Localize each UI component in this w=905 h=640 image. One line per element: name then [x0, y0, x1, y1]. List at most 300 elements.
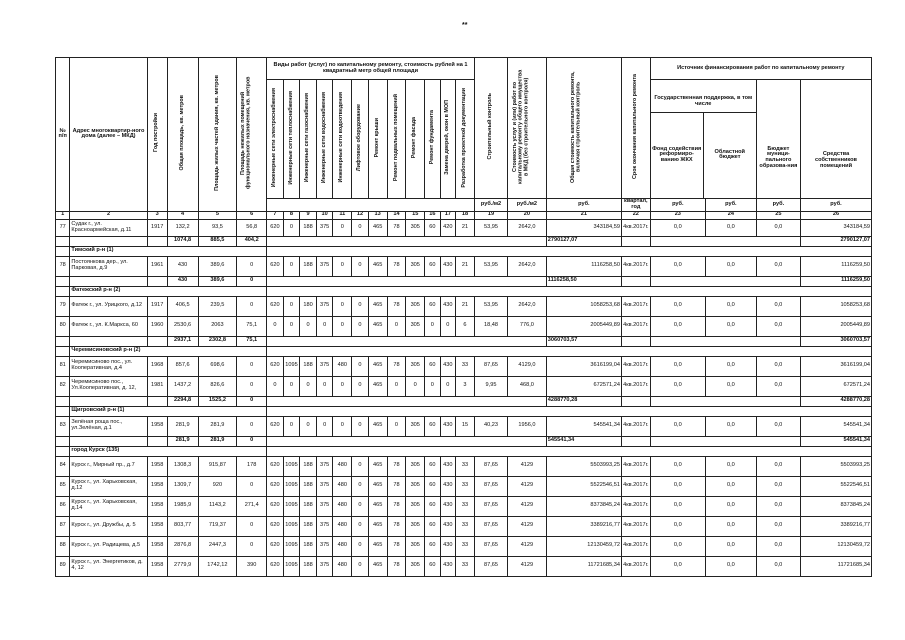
- row-work-cost: 375: [316, 516, 333, 536]
- row-total-area: 1308,3: [167, 456, 198, 476]
- row-number: 81: [56, 356, 70, 376]
- row-work-cost: 0: [300, 316, 317, 336]
- header-work-11: Замена дверей, окон в МОП: [443, 100, 450, 175]
- row-work-cost: 0: [333, 256, 352, 276]
- row-nonres-area: 75,1: [237, 316, 267, 336]
- row-living-area: 719,37: [198, 516, 237, 536]
- row-cost-per-m2: 2642,0: [508, 296, 547, 316]
- row-work-cost: 620: [267, 536, 284, 556]
- row-work-cost: 465: [368, 456, 387, 476]
- subtotal-row: [56, 396, 872, 406]
- subtotal-row: [56, 336, 872, 346]
- table-row: [56, 516, 872, 536]
- row-total-area: 1309,7: [167, 476, 198, 496]
- row-work-cost: 53,95: [474, 219, 507, 236]
- row-deadline: 4кв.2017г.: [621, 356, 650, 376]
- subtotal-total-area: 2937,1: [167, 336, 198, 346]
- row-work-cost: 0: [352, 256, 369, 276]
- row-work-cost: 60: [425, 456, 440, 476]
- row-total-area: 2530,6: [167, 316, 198, 336]
- subtotal-blank: [621, 396, 650, 406]
- row-year: 1958: [147, 476, 167, 496]
- row-cost-per-m2: 4129,0: [508, 356, 547, 376]
- row-src-owners: 343184,59: [801, 219, 872, 236]
- table-row: [56, 456, 872, 476]
- row-work-cost: 305: [406, 296, 425, 316]
- row-address: Фатеж г., ул. К.Маркса, 60: [70, 316, 147, 336]
- subtotal-total-cost: 4288770,28: [546, 396, 621, 406]
- row-total-cost: 1058253,68: [546, 296, 621, 316]
- subtotal-src-owners: 3060703,57: [801, 336, 872, 346]
- subtotal-blank: [650, 236, 800, 246]
- row-work-cost: 1095: [283, 356, 300, 376]
- row-work-cost: 21: [456, 256, 475, 276]
- row-src-region: 0,0: [705, 219, 756, 236]
- subtotal-blank: [650, 336, 800, 346]
- subtotal-nonres-area: 404,2: [237, 236, 267, 246]
- row-work-cost: 0: [316, 376, 333, 396]
- row-work-cost: 305: [406, 219, 425, 236]
- row-total-cost: 343184,59: [546, 219, 621, 236]
- region-blank: [56, 446, 70, 456]
- row-work-cost: 78: [387, 476, 406, 496]
- row-deadline: 4кв.2017г.: [621, 219, 650, 236]
- row-work-cost: 0: [283, 316, 300, 336]
- row-work-cost: 430: [440, 476, 455, 496]
- row-work-cost: 188: [300, 516, 317, 536]
- row-work-cost: 33: [456, 516, 475, 536]
- subtotal-nonres-area: 75,1: [237, 336, 267, 346]
- row-src-municipal: 0,0: [756, 456, 800, 476]
- row-work-cost: 0: [333, 316, 352, 336]
- row-work-cost: 430: [440, 516, 455, 536]
- row-src-municipal: 0,0: [756, 536, 800, 556]
- row-address: Курск г., ул. Харьковская, д.12: [70, 476, 147, 496]
- subtotal-blank: [621, 236, 650, 246]
- row-work-cost: 465: [368, 356, 387, 376]
- row-src-fund: 0,0: [650, 316, 705, 336]
- region-label: Тимский р-н (1): [70, 246, 267, 256]
- row-src-municipal: 0,0: [756, 356, 800, 376]
- row-living-area: 1742,12: [198, 556, 237, 576]
- row-work-cost: 430: [440, 256, 455, 276]
- table-row: [56, 416, 872, 436]
- row-work-cost: 0: [352, 556, 369, 576]
- row-work-cost: 305: [406, 316, 425, 336]
- column-number: 3: [147, 211, 167, 219]
- row-src-municipal: 0,0: [756, 316, 800, 336]
- header-nonres-area: Площадь нежилых помещений функционального назначения, кв. метров: [239, 77, 252, 190]
- row-work-cost: 430: [440, 296, 455, 316]
- subtotal-blank: [70, 396, 147, 406]
- subtotal-total-area: 1074,8: [167, 236, 198, 246]
- row-work-cost: 33: [456, 456, 475, 476]
- row-year: 1958: [147, 416, 167, 436]
- row-src-fund: 0,0: [650, 296, 705, 316]
- row-src-owners: 1058253,68: [801, 296, 872, 316]
- region-row: [56, 346, 872, 356]
- row-src-fund: 0,0: [650, 536, 705, 556]
- row-work-cost: 305: [406, 356, 425, 376]
- row-nonres-area: 0: [237, 256, 267, 276]
- region-row: [56, 246, 872, 256]
- row-living-area: 826,6: [198, 376, 237, 396]
- subtotal-nonres-area: 0: [237, 276, 267, 286]
- column-number: 12: [352, 211, 369, 219]
- row-src-owners: 672571,24: [801, 376, 872, 396]
- row-work-cost: 620: [267, 456, 284, 476]
- row-work-cost: 465: [368, 556, 387, 576]
- row-address: Черемисиново пос., Ул.Кооперативная, д. 12,: [70, 376, 147, 396]
- region-label: Щигровский р-н (1): [70, 406, 267, 416]
- row-work-cost: 620: [267, 296, 284, 316]
- row-cost-per-m2: 1956,0: [508, 416, 547, 436]
- header-total-cost: Общая стоимость капитального ремонта, включая строительный контроль: [569, 70, 582, 183]
- row-src-region: 0,0: [705, 316, 756, 336]
- header-works-title: Виды работ (услуг) по капитальному ремонту, стоимость рублей на 1 квадратный метр общей площади: [267, 58, 475, 80]
- row-deadline: 4кв.2017г.: [621, 536, 650, 556]
- row-total-area: 132,2: [167, 219, 198, 236]
- subtotal-blank: [56, 396, 70, 406]
- row-living-area: 93,5: [198, 219, 237, 236]
- row-src-owners: 8373845,24: [801, 496, 872, 516]
- subtotal-row: [56, 436, 872, 446]
- row-living-area: 239,5: [198, 296, 237, 316]
- row-living-area: 920: [198, 476, 237, 496]
- unit-rub-e: руб.: [801, 199, 872, 212]
- subtotal-living-area: 2302,8: [198, 336, 237, 346]
- subtotal-blank: [70, 236, 147, 246]
- row-number: 82: [56, 376, 70, 396]
- row-work-cost: 60: [425, 556, 440, 576]
- row-year: 1981: [147, 376, 167, 396]
- row-src-fund: 0,0: [650, 456, 705, 476]
- row-work-cost: 33: [456, 356, 475, 376]
- unit-rub-b: руб.: [650, 199, 705, 212]
- row-src-region: 0,0: [705, 496, 756, 516]
- row-address: Курск г., ул. Энергетиков, д. 4, 12: [70, 556, 147, 576]
- table-row: [56, 496, 872, 516]
- row-work-cost: 60: [425, 536, 440, 556]
- column-number: 13: [368, 211, 387, 219]
- subtotal-blank: [147, 436, 167, 446]
- row-deadline: 4кв.2017г.: [621, 256, 650, 276]
- header-work-3: Инженерные сети газоснабжения: [304, 92, 311, 183]
- row-src-fund: 0,0: [650, 516, 705, 536]
- row-src-owners: 3389216,77: [801, 516, 872, 536]
- column-number: 10: [316, 211, 333, 219]
- row-work-cost: 87,65: [474, 556, 507, 576]
- column-number: 26: [801, 211, 872, 219]
- subtotal-total-cost: 1116258,50: [546, 276, 621, 286]
- subtotal-living-area: 281,9: [198, 436, 237, 446]
- row-src-fund: 0,0: [650, 356, 705, 376]
- row-living-area: 389,6: [198, 256, 237, 276]
- row-work-cost: 40,23: [474, 416, 507, 436]
- row-total-area: 1437,2: [167, 376, 198, 396]
- row-work-cost: 0: [333, 416, 352, 436]
- row-work-cost: 0: [333, 376, 352, 396]
- row-nonres-area: 56,8: [237, 219, 267, 236]
- row-work-cost: 60: [425, 356, 440, 376]
- header-state-support-label: Государственная поддержка, в том числе: [651, 80, 756, 113]
- row-total-cost: 1116258,50: [546, 256, 621, 276]
- row-work-cost: 480: [333, 556, 352, 576]
- row-work-cost: 33: [456, 476, 475, 496]
- row-deadline: 4кв.2017г.: [621, 296, 650, 316]
- column-number: 23: [650, 211, 705, 219]
- row-work-cost: 375: [316, 219, 333, 236]
- row-total-cost: 8373845,24: [546, 496, 621, 516]
- row-number: 83: [56, 416, 70, 436]
- row-work-cost: 0: [316, 316, 333, 336]
- column-number: 5: [198, 211, 237, 219]
- repair-program-table: [55, 57, 872, 577]
- row-work-cost: 430: [440, 536, 455, 556]
- row-living-area: 1143,2: [198, 496, 237, 516]
- subtotal-blank: [70, 436, 147, 446]
- header-year: Год постройки: [153, 113, 160, 153]
- row-number: 78: [56, 256, 70, 276]
- subtotal-blank: [267, 336, 547, 346]
- row-src-municipal: 0,0: [756, 219, 800, 236]
- row-work-cost: 430: [440, 556, 455, 576]
- row-src-region: 0,0: [705, 356, 756, 376]
- row-work-cost: 0: [387, 376, 406, 396]
- row-deadline: 4кв.2017г.: [621, 316, 650, 336]
- row-src-fund: 0,0: [650, 219, 705, 236]
- row-work-cost: 78: [387, 456, 406, 476]
- row-deadline: 4кв.2017г.: [621, 556, 650, 576]
- row-total-cost: 2005449,89: [546, 316, 621, 336]
- row-year: 1958: [147, 496, 167, 516]
- row-src-region: 0,0: [705, 416, 756, 436]
- header-living-area: Площадь жилых частей здания, кв. метров: [213, 74, 220, 191]
- row-work-cost: 15: [456, 416, 475, 436]
- row-cost-per-m2: 4129: [508, 516, 547, 536]
- unit-rub-d: руб.: [756, 199, 800, 212]
- row-work-cost: 188: [300, 256, 317, 276]
- row-nonres-area: 178: [237, 456, 267, 476]
- row-src-municipal: 0,0: [756, 376, 800, 396]
- row-total-area: 857,6: [167, 356, 198, 376]
- column-number: 4: [167, 211, 198, 219]
- row-cost-per-m2: 4129: [508, 556, 547, 576]
- header-work-10: Ремонт фундамента: [428, 110, 435, 165]
- row-work-cost: 465: [368, 536, 387, 556]
- region-blank: [267, 286, 872, 296]
- row-work-cost: 0: [283, 296, 300, 316]
- row-work-cost: 465: [368, 296, 387, 316]
- row-work-cost: 480: [333, 476, 352, 496]
- row-deadline: 4кв.2017г.: [621, 476, 650, 496]
- row-work-cost: 0: [267, 376, 284, 396]
- column-number: 21: [546, 211, 621, 219]
- row-work-cost: 480: [333, 536, 352, 556]
- row-work-cost: 21: [456, 296, 475, 316]
- row-work-cost: 87,65: [474, 456, 507, 476]
- row-work-cost: 480: [333, 516, 352, 536]
- row-cost-per-m2: 4129: [508, 536, 547, 556]
- table-row: [56, 376, 872, 396]
- row-work-cost: 188: [300, 219, 317, 236]
- row-work-cost: 33: [456, 496, 475, 516]
- row-total-cost: 5522546,51: [546, 476, 621, 496]
- row-src-municipal: 0,0: [756, 296, 800, 316]
- row-work-cost: 620: [267, 516, 284, 536]
- subtotal-blank: [56, 236, 70, 246]
- header-src-region: Областной бюджет: [714, 148, 745, 161]
- row-work-cost: 60: [425, 416, 440, 436]
- subtotal-blank: [147, 276, 167, 286]
- row-work-cost: 78: [387, 536, 406, 556]
- row-work-cost: 0: [300, 416, 317, 436]
- column-number: 1: [56, 211, 70, 219]
- header-src-municipal: Бюджет муници-пального образова-ния: [756, 80, 800, 199]
- row-work-cost: 78: [387, 256, 406, 276]
- row-work-cost: 305: [406, 516, 425, 536]
- row-year: 1960: [147, 316, 167, 336]
- subtotal-total-area: 2294,8: [167, 396, 198, 406]
- subtotal-row: [56, 236, 872, 246]
- header-state-support: [650, 80, 756, 199]
- unit-rub-m2-b: руб./м2: [508, 199, 547, 212]
- row-work-cost: 78: [387, 556, 406, 576]
- row-src-fund: 0,0: [650, 556, 705, 576]
- row-year: 1917: [147, 219, 167, 236]
- row-work-cost: 465: [368, 256, 387, 276]
- row-work-cost: 33: [456, 556, 475, 576]
- column-number: 25: [756, 211, 800, 219]
- row-work-cost: 375: [316, 496, 333, 516]
- row-work-cost: 430: [440, 416, 455, 436]
- row-work-cost: 60: [425, 256, 440, 276]
- subtotal-total-area: 430: [167, 276, 198, 286]
- row-src-region: 0,0: [705, 456, 756, 476]
- subtotal-blank: [650, 396, 800, 406]
- subtotal-blank: [267, 236, 547, 246]
- row-src-region: 0,0: [705, 516, 756, 536]
- column-number: 20: [508, 211, 547, 219]
- row-work-cost: 305: [406, 496, 425, 516]
- subtotal-blank: [267, 436, 547, 446]
- row-year: 1958: [147, 456, 167, 476]
- header-work-6: Лифтовое оборудование: [356, 103, 363, 172]
- row-src-owners: 12130459,72: [801, 536, 872, 556]
- row-cost-per-m2: 4129: [508, 476, 547, 496]
- row-work-cost: 375: [316, 476, 333, 496]
- unit-quarter: квартал, год: [621, 199, 650, 212]
- row-work-cost: 60: [425, 219, 440, 236]
- row-work-cost: 18,48: [474, 316, 507, 336]
- row-src-owners: 1116259,50: [801, 256, 872, 276]
- row-work-cost: 180: [300, 296, 317, 316]
- table-row: [56, 356, 872, 376]
- row-work-cost: 465: [368, 496, 387, 516]
- subtotal-src-owners: 2790127,07: [801, 236, 872, 246]
- row-work-cost: 87,65: [474, 356, 507, 376]
- table-row: [56, 296, 872, 316]
- row-work-cost: 0: [283, 256, 300, 276]
- row-work-cost: 0: [316, 416, 333, 436]
- row-address: Курск г., ул. Харьковская, д.14: [70, 496, 147, 516]
- region-row: [56, 406, 872, 416]
- column-number: 22: [621, 211, 650, 219]
- row-src-fund: 0,0: [650, 496, 705, 516]
- column-number: 14: [387, 211, 406, 219]
- subtotal-blank: [147, 396, 167, 406]
- row-work-cost: 53,95: [474, 256, 507, 276]
- row-work-cost: 0: [352, 496, 369, 516]
- subtotal-total-cost: 2790127,07: [546, 236, 621, 246]
- row-nonres-area: 390: [237, 556, 267, 576]
- row-src-owners: 5503993,25: [801, 456, 872, 476]
- header-address: Адрес многоквартир-ного дома (далее – МКД): [70, 58, 147, 212]
- row-work-cost: 465: [368, 316, 387, 336]
- row-work-cost: 620: [267, 556, 284, 576]
- row-total-area: 1985,9: [167, 496, 198, 516]
- row-work-cost: 78: [387, 516, 406, 536]
- row-work-cost: 620: [267, 476, 284, 496]
- column-number: 17: [440, 211, 455, 219]
- row-work-cost: 1095: [283, 496, 300, 516]
- row-work-cost: 620: [267, 416, 284, 436]
- row-work-cost: 620: [267, 219, 284, 236]
- subtotal-living-area: 389,6: [198, 276, 237, 286]
- row-work-cost: 430: [440, 496, 455, 516]
- row-work-cost: 480: [333, 356, 352, 376]
- row-work-cost: 78: [387, 296, 406, 316]
- subtotal-blank: [147, 236, 167, 246]
- region-blank: [267, 346, 872, 356]
- row-src-region: 0,0: [705, 256, 756, 276]
- row-work-cost: 0: [352, 416, 369, 436]
- row-work-cost: 305: [406, 476, 425, 496]
- row-work-cost: 620: [267, 356, 284, 376]
- row-src-municipal: 0,0: [756, 416, 800, 436]
- subtotal-blank: [56, 436, 70, 446]
- subtotal-blank: [70, 276, 147, 286]
- row-deadline: 4кв.2017г.: [621, 516, 650, 536]
- table-row: [56, 536, 872, 556]
- row-number: 87: [56, 516, 70, 536]
- table-row: [56, 256, 872, 276]
- row-work-cost: 305: [406, 556, 425, 576]
- row-work-cost: 375: [316, 256, 333, 276]
- subtotal-blank: [267, 396, 547, 406]
- header-work-13: Строительный контроль: [487, 93, 494, 160]
- row-work-cost: 305: [406, 416, 425, 436]
- row-work-cost: 60: [425, 296, 440, 316]
- row-year: 1917: [147, 296, 167, 316]
- row-work-cost: 6: [456, 316, 475, 336]
- row-work-cost: 33: [456, 536, 475, 556]
- row-deadline: 4кв.2017г.: [621, 416, 650, 436]
- row-src-region: 0,0: [705, 536, 756, 556]
- table-row: [56, 219, 872, 236]
- row-nonres-area: 0: [237, 516, 267, 536]
- row-work-cost: 78: [387, 496, 406, 516]
- row-src-fund: 0,0: [650, 416, 705, 436]
- subtotal-nonres-area: 0: [237, 396, 267, 406]
- row-src-municipal: 0,0: [756, 496, 800, 516]
- subtotal-blank: [650, 436, 800, 446]
- row-address: Курск г., Мирный пр., д.7: [70, 456, 147, 476]
- row-year: 1961: [147, 256, 167, 276]
- row-src-region: 0,0: [705, 476, 756, 496]
- header-work-12: Разработка проектной документации: [461, 87, 468, 188]
- row-number: 80: [56, 316, 70, 336]
